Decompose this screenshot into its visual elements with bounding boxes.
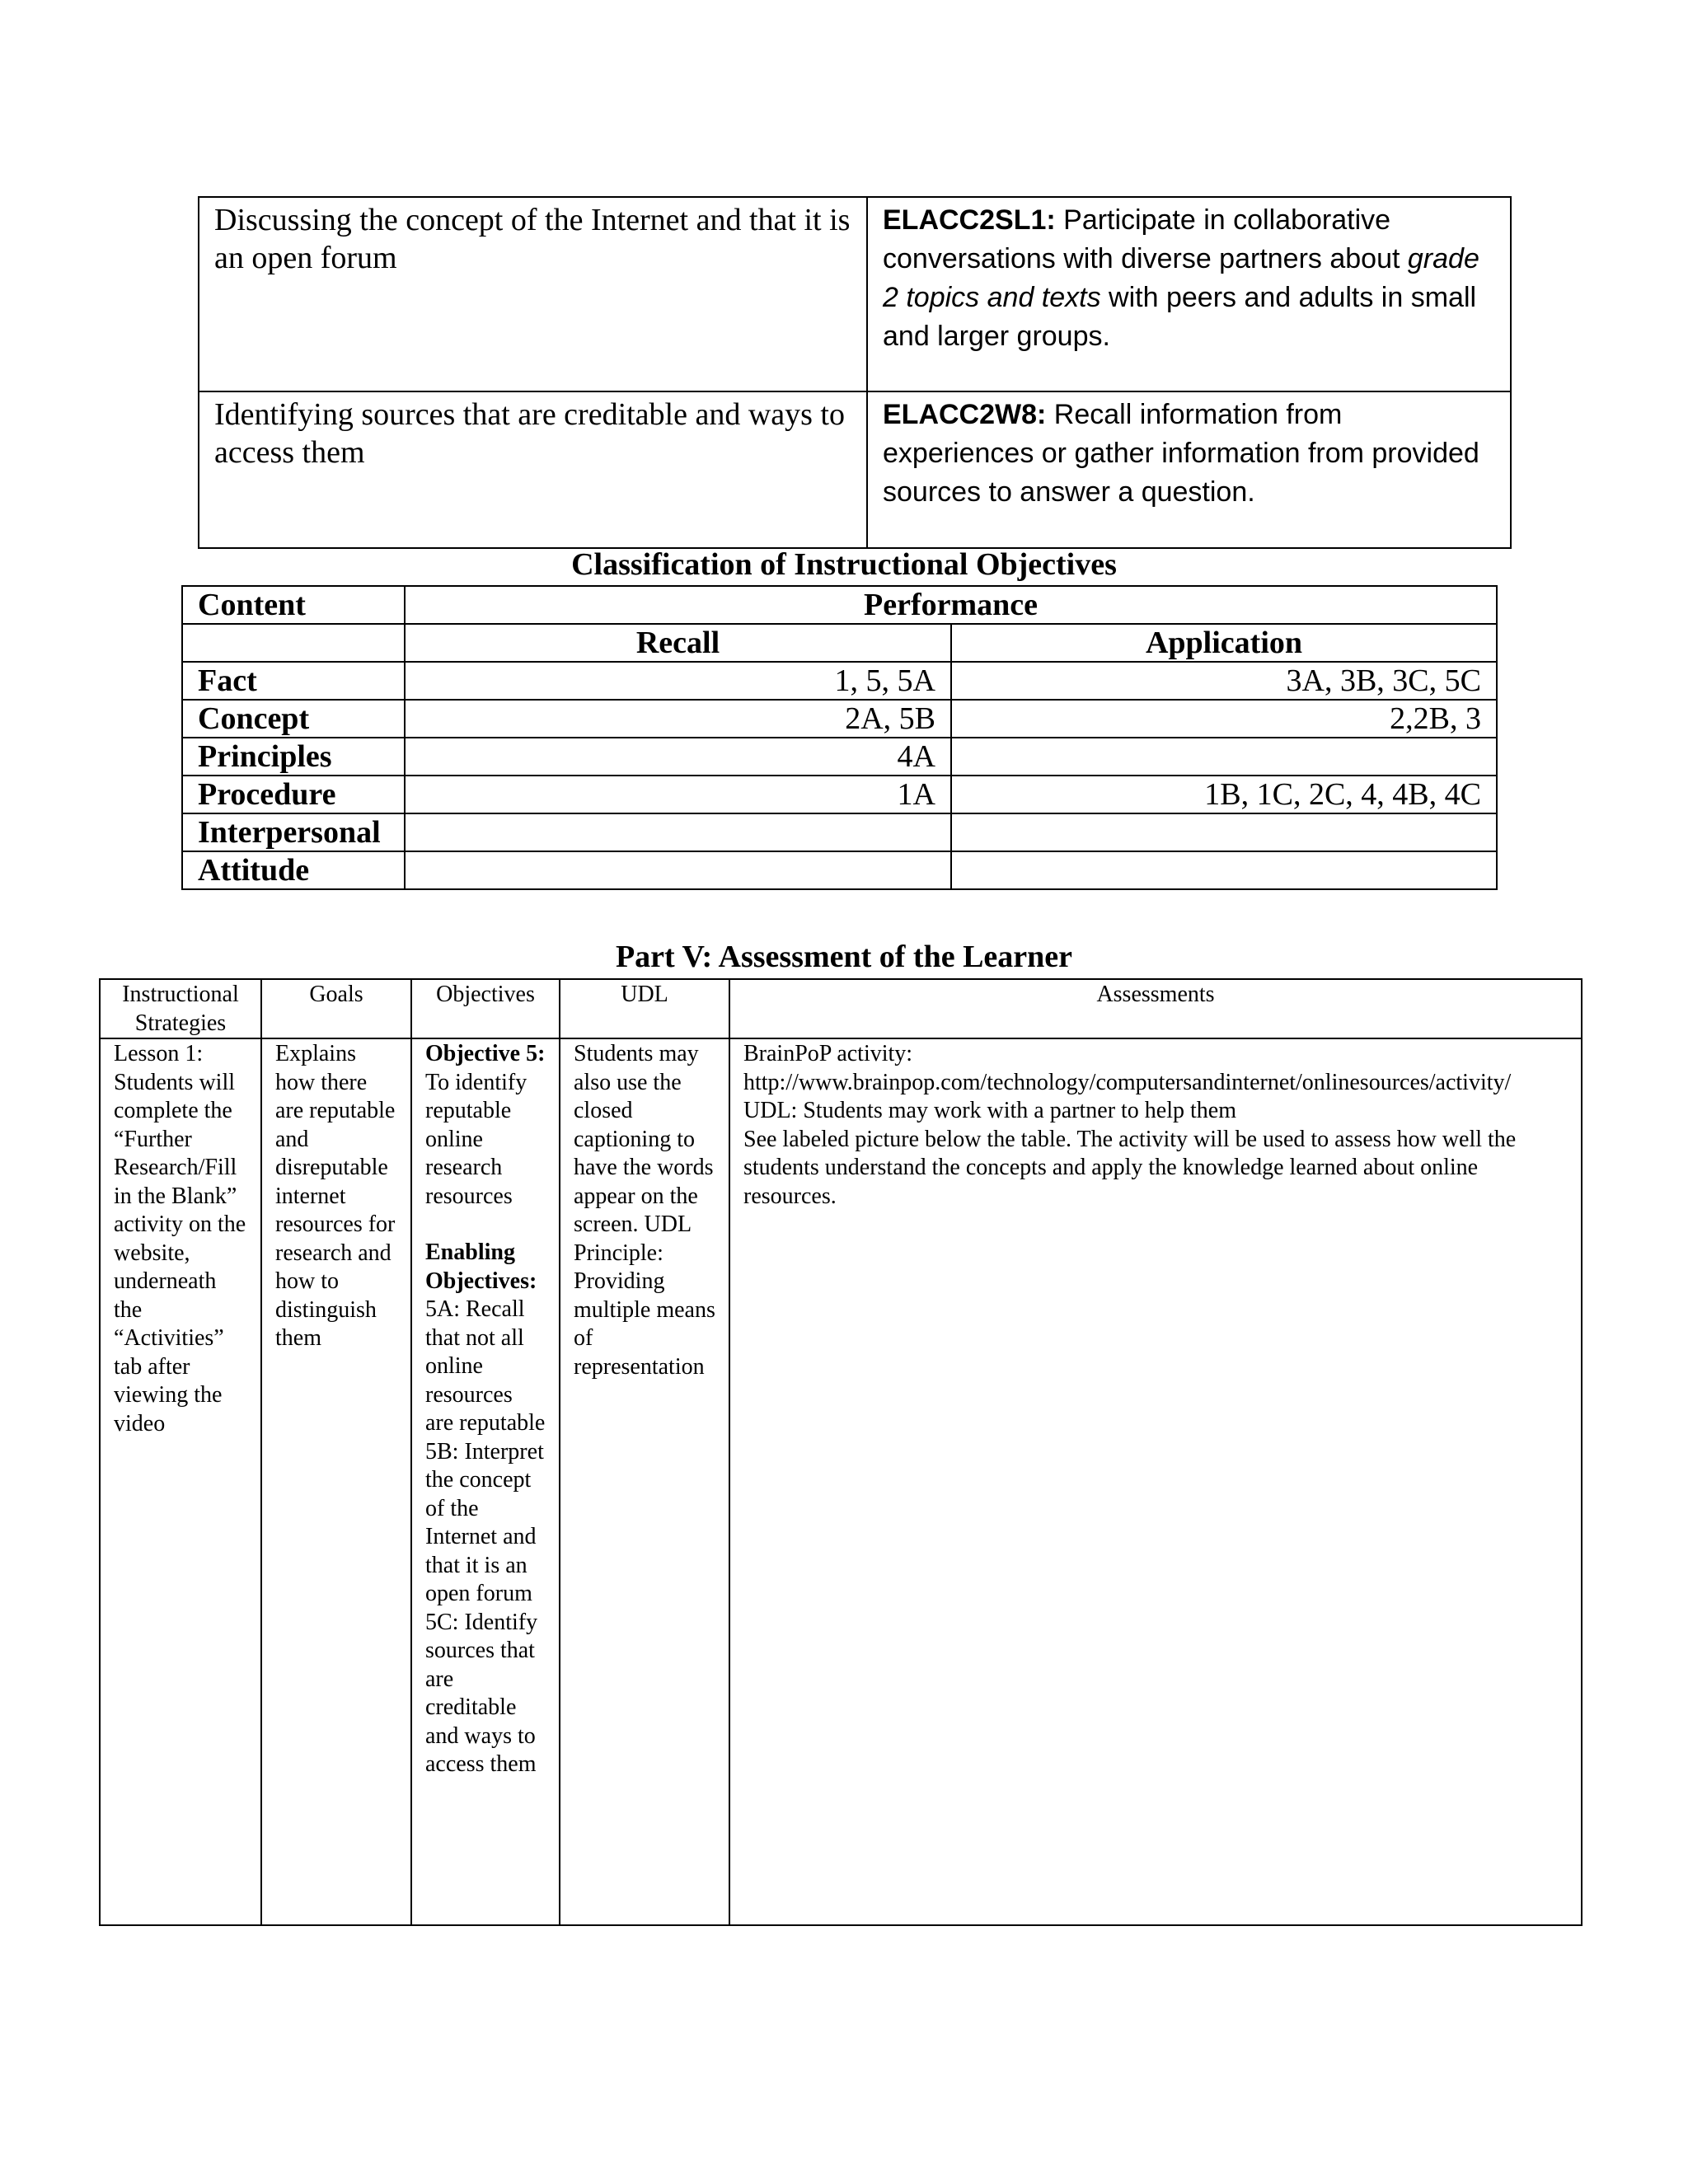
- enabling-5b: 5B: Interpret the concept of the Internet and that it is an open forum: [425, 1438, 544, 1606]
- standard-topic: Identifying sources that are creditable and ways to access them: [199, 391, 867, 548]
- udl-cell: Students may also use the closed captioning to have the words appear on the screen. UDL Principle: Providing multiple means of representation: [560, 1038, 729, 1925]
- application-cell: [951, 851, 1497, 889]
- recall-cell: [405, 851, 951, 889]
- header-assessments: Assessments: [729, 979, 1582, 1038]
- activity-link[interactable]: http://www.brainpop.com/technology/computersandinternet/onlinesources/activity/: [743, 1069, 1512, 1095]
- application-cell: [951, 813, 1497, 851]
- header-udl: UDL: [560, 979, 729, 1038]
- row-label: Attitude: [182, 851, 405, 889]
- header-strategies: Instructional Strategies: [100, 979, 261, 1038]
- application-cell: 1B, 1C, 2C, 4, 4B, 4C: [951, 776, 1497, 813]
- recall-cell: [405, 813, 951, 851]
- objectives-cell: [411, 1038, 560, 1925]
- standards-row: [199, 391, 1511, 548]
- recall-cell: 1A: [405, 776, 951, 813]
- enabling-5a: 5A: Recall that not all online resources are reputable: [425, 1296, 546, 1436]
- header-goals: Goals: [261, 979, 411, 1038]
- standard-text-italic: grade 2 topics and texts: [883, 243, 1479, 313]
- classification-row: [182, 776, 1497, 813]
- standard-code: ELACC2SL1:: [883, 204, 1056, 236]
- assessment-line: BrainPoP activity:: [743, 1041, 913, 1066]
- strategy-cell: Lesson 1: Students will complete the “Further Research/Fill in the Blank” activity on the website, underneath the “Activities” tab after viewing the video: [100, 1038, 261, 1925]
- row-label: Principles: [182, 738, 405, 776]
- classification-title: Classification of Instructional Objectives: [571, 547, 1117, 582]
- standard-text: with peers and adults in small and larger groups.: [883, 282, 1477, 352]
- row-label: Procedure: [182, 776, 405, 813]
- content-header: Content: [182, 586, 405, 624]
- row-label: Interpersonal: [182, 813, 405, 851]
- objective-text: To identify reputable online research resources: [425, 1069, 528, 1209]
- application-header: Application: [951, 624, 1497, 662]
- standard-description: [867, 391, 1511, 548]
- objective-label: Objective 5:: [425, 1041, 546, 1066]
- enabling-5c: 5C: Identify sources that are creditable and ways to access them: [425, 1609, 538, 1777]
- assessment-line: See labeled picture below the table. The activity will be used to assess how well the students understand the concepts and apply the knowledge learned about online resources.: [743, 1126, 1517, 1209]
- recall-cell: 2A, 5B: [405, 700, 951, 738]
- assessment-row: [100, 1038, 1582, 1925]
- classification-row: [182, 700, 1497, 738]
- standards-row: [199, 197, 1511, 391]
- standard-topic: Discussing the concept of the Internet and that it is an open forum: [199, 197, 867, 391]
- standard-description: [867, 197, 1511, 391]
- goals-cell: Explains how there are reputable and disreputable internet resources for research and how to distinguish them: [261, 1038, 411, 1925]
- assessment-header-row: [100, 979, 1582, 1038]
- performance-header: Performance: [405, 586, 1497, 624]
- standard-text: Participate in collaborative conversations with diverse partners about: [883, 204, 1408, 274]
- application-cell: 2,2B, 3: [951, 700, 1497, 738]
- empty-cell: [182, 624, 405, 662]
- classification-subheader-row: [182, 624, 1497, 662]
- recall-header: Recall: [405, 624, 951, 662]
- standards-table: [198, 196, 1512, 549]
- classification-row: [182, 813, 1497, 851]
- standard-text: Recall information from experiences or gather information from provided sources to answer a question.: [883, 399, 1479, 508]
- standard-code: ELACC2W8:: [883, 399, 1047, 430]
- header-objectives: Objectives: [411, 979, 560, 1038]
- classification-header-row: [182, 586, 1497, 624]
- row-label: Fact: [182, 662, 405, 700]
- classification-row: [182, 738, 1497, 776]
- assessment-line: UDL: Students may work with a partner to help them: [743, 1098, 1236, 1123]
- recall-cell: 4A: [405, 738, 951, 776]
- classification-row: [182, 662, 1497, 700]
- application-cell: 3A, 3B, 3C, 5C: [951, 662, 1497, 700]
- row-label: Concept: [182, 700, 405, 738]
- classification-table: [181, 585, 1498, 890]
- application-cell: [951, 738, 1497, 776]
- assessments-cell: [729, 1038, 1582, 1925]
- assessment-title: Part V: Assessment of the Learner: [615, 940, 1073, 974]
- classification-row: [182, 851, 1497, 889]
- recall-cell: 1, 5, 5A: [405, 662, 951, 700]
- enabling-label: Enabling Objectives:: [425, 1240, 537, 1294]
- assessment-table: [99, 978, 1582, 1926]
